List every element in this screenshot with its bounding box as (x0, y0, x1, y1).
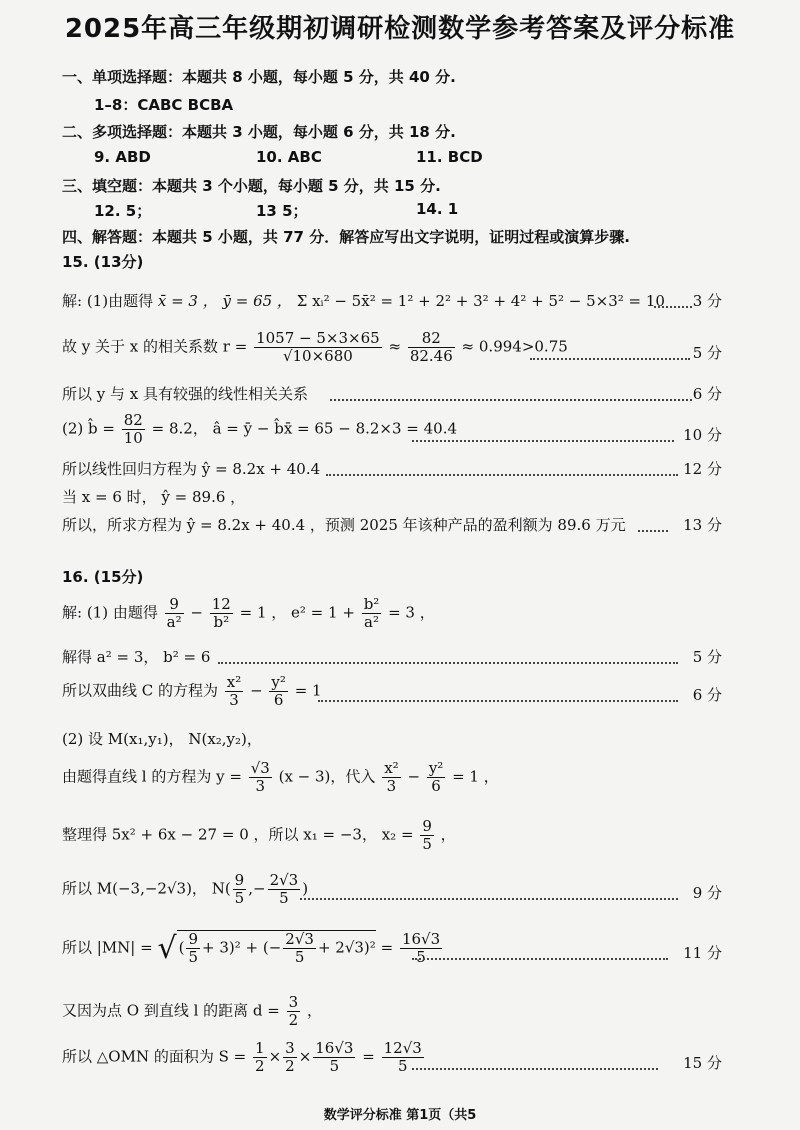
q16-score-3: 9 分 (692, 884, 722, 902)
q15-line1 (62, 290, 665, 311)
q16-line2: 解得 a² = 3， b² = 6 (62, 648, 211, 666)
q15-line4: (2) b̂ = $\frac{82}{10}$ = 8.2， â = ȳ − b̂x̄ = 65 − 8.2×3 = 40.4 (62, 411, 458, 447)
q15-line7: 所以，所求方程为 ŷ = 8.2x + 40.4 ，预测 2025 年该种产品的盈利额为 89.6 万元 (62, 516, 626, 534)
q16-score-1: 5 分 (692, 648, 722, 666)
q15-line5: 所以线性回归方程为 ŷ = 8.2x + 40.4 (62, 460, 321, 478)
leader-dots (638, 530, 668, 532)
answer-11: 11. BCD (416, 148, 483, 166)
q16-line4: (2) 设 M(x₁,y₁)， N(x₂,y₂)， (62, 730, 262, 748)
leader-dots (218, 662, 678, 664)
leader-dots (326, 474, 678, 476)
answer-10: 10. ABC (256, 148, 322, 166)
part3-heading: 三、填空题：本题共 3 个小题，每小题 5 分，共 15 分. (62, 177, 441, 195)
q16-line3: 所以双曲线 C 的方程为 $\frac{\text{x²}}{3}$ − $\frac{\text{y²}}{6}$ = 1 (62, 673, 322, 709)
page-title: 2025年高三年级期初调研检测数学参考答案及评分标准 (64, 14, 736, 44)
q15-line3: 所以 y 与 x 具有较强的线性相关关系 (62, 385, 309, 403)
q16-score-4: 11 分 (683, 944, 722, 962)
answer-13: 13 5； (256, 202, 308, 220)
q15-score-3: 6 分 (692, 385, 722, 403)
q15-score-5: 12 分 (683, 460, 722, 478)
q15-fraction-r: $\frac{1057 - 5\times 3\times 65}{√10\times 680}$ (256, 329, 380, 365)
q16-score-2: 6 分 (692, 686, 722, 704)
q15-fraction-r2: $\frac{82}{82.46}$ (409, 329, 453, 365)
q15-l1-means: x̄ = 3 ， ȳ = 65 ， (157, 292, 292, 310)
answer-14: 14. 1 (416, 200, 459, 218)
q15-l1-sum: Σ xᵢ² − 5x̄² = 1² + 2² + 3² + 4² + 5² − 5×3² = 10 (296, 292, 665, 310)
q16-line9: 又因为点 O 到直线 l 的距离 d = $\frac{3}{2}$ ， (62, 993, 322, 1029)
part1-heading: 一、单项选择题：本题共 8 小题，每小题 5 分，共 40 分. (62, 68, 456, 86)
leader-dots (412, 958, 668, 960)
q15-label: 15. (13分) (62, 253, 144, 271)
part2-heading: 二、多项选择题：本题共 3 小题，每小题 6 分，共 18 分. (62, 123, 456, 141)
radical: ( $\frac{9}{5}$ + 3)² + (− $\frac{2√3}{5}$ + 2√3)² (178, 930, 376, 966)
leader-dots (300, 898, 678, 900)
q16-score-5: 15 分 (683, 1054, 722, 1072)
q15-score-1: 3 分 (692, 292, 722, 310)
page-footer: 数学评分标准 第1页（共5 (323, 1108, 477, 1123)
q16-line10: 所以 △OMN 的面积为 S = $\frac{1}{2}$ × $\frac{3}{2}$ × $\frac{16√3}{5}$ = $\frac{12√3}{5}$ (62, 1039, 422, 1075)
leader-dots (330, 399, 692, 401)
q15-score-6: 13 分 (683, 516, 722, 534)
q15-l2-pre: 故 y 关于 x 的相关系数 r = (62, 337, 248, 356)
leader-dots (412, 1068, 658, 1070)
q16-line1: 解: (1) 由题得 $\frac{9}{\text{a²}}$ − $\frac{12}{\text{b²}}$ = 1 ， e² = 1 + $\frac{\text{b²}}{\text{a²}}$ = 3 ， (62, 595, 435, 631)
q16-line8: 所以 |MN| = √ ( $\frac{9}{5}$ + 3)² + (− $\frac{2√3}{5}$ + 2√3)² = $\frac{16√3}{5}$ (62, 930, 441, 966)
answer-12: 12. 5； (94, 202, 152, 220)
q15-line6: 当 x = 6 时， ŷ = 89.6 ， (62, 488, 246, 506)
part4-heading: 四、解答题：本题共 5 小题，共 77 分．解答应写出文字说明，证明过程或演算步骤. (62, 228, 630, 246)
leader-dots (318, 700, 678, 702)
q15-score-4: 10 分 (683, 426, 722, 444)
q15-l1-pre: 解: (1)由题得 (62, 292, 154, 310)
q15-line2: 故 y 关于 x 的相关系数 r = $\frac{1057 - 5\times 3\times 65}{√10\times 680}$ ≈ $\frac{82}{82.46}$ ≈ 0.994>0.75 (62, 329, 568, 365)
leader-dots (530, 358, 690, 360)
leader-dots (412, 440, 674, 442)
q16-label: 16. (15分) (62, 568, 144, 586)
q16-line5: 由题得直线 l 的方程为 y = $\frac{√3}{3}$ (x − 3)，代入 $\frac{\text{x²}}{3}$ − $\frac{\text{y²}}{6}$ = 1 ， (62, 759, 499, 795)
q15-score-2: 5 分 (692, 344, 722, 362)
part1-answers: 1–8：CABC BCBA (94, 96, 234, 114)
q16-line6: 整理得 5x² + 6x − 27 = 0 ，所以 x₁ = −3， x₂ = $\frac{9}{5}$ ， (62, 817, 456, 853)
answer-9: 9. ABD (94, 148, 151, 166)
q16-line7: 所以 M(−3,−2√3)， N( $\frac{9}{5}$ ,− $\frac{2√3}{5}$ ) (62, 871, 309, 907)
leader-dots (654, 306, 692, 308)
